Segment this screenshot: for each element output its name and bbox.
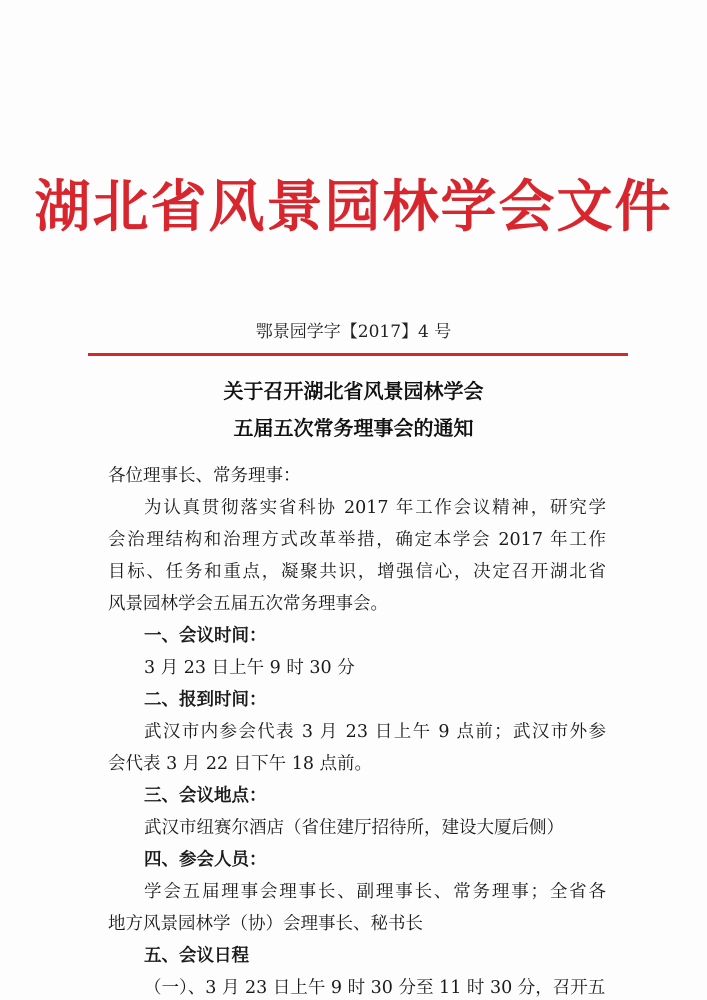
section-line: （一）、3 月 23 日上午 9 时 30 分至 11 时 30 分，召开五	[144, 978, 606, 998]
section-line: 地方风景园林学（协）会理事长、秘书长	[108, 914, 423, 934]
section-line: 学会五届理事会理事长、副理事长、常务理事；全省各	[144, 882, 606, 902]
intro-line: 风景园林学会五届五次常务理事会。	[108, 594, 388, 614]
section-line: 会代表 3 月 22 日下午 18 点前。	[108, 754, 373, 774]
salutation: 各位理事长、常务理事：	[108, 466, 301, 486]
red-divider-line	[88, 353, 628, 356]
section-heading: 三、会议地点：	[144, 786, 267, 806]
section-heading: 四、参会人员：	[144, 850, 267, 870]
section-heading: 五、会议日程	[144, 946, 249, 966]
document-number: 鄂景园学字【2017】4 号	[255, 322, 452, 342]
section-line: 3 月 23 日上午 9 时 30 分	[144, 658, 355, 678]
intro-line: 为认真贯彻落实省科协 2017 年工作会议精神，研究学	[144, 498, 606, 518]
document-masthead: 湖北省风景园林学会文件	[34, 174, 673, 240]
section-line: 武汉市纽赛尔酒店（省住建厅招待所，建设大厦后侧）	[144, 818, 564, 838]
intro-line: 目标、任务和重点，凝聚共识，增强信心，决定召开湖北省	[108, 562, 606, 582]
notice-title-line-1: 关于召开湖北省风景园林学会	[223, 379, 484, 403]
notice-title-line-2: 五届五次常务理事会的通知	[233, 416, 474, 440]
section-heading: 一、会议时间：	[144, 626, 267, 646]
section-heading: 二、报到时间：	[144, 690, 267, 710]
section-line: 武汉市内参会代表 3 月 23 日上午 9 点前；武汉市外参	[144, 722, 606, 742]
intro-line: 会治理结构和治理方式改革举措，确定本学会 2017 年工作	[108, 530, 606, 550]
